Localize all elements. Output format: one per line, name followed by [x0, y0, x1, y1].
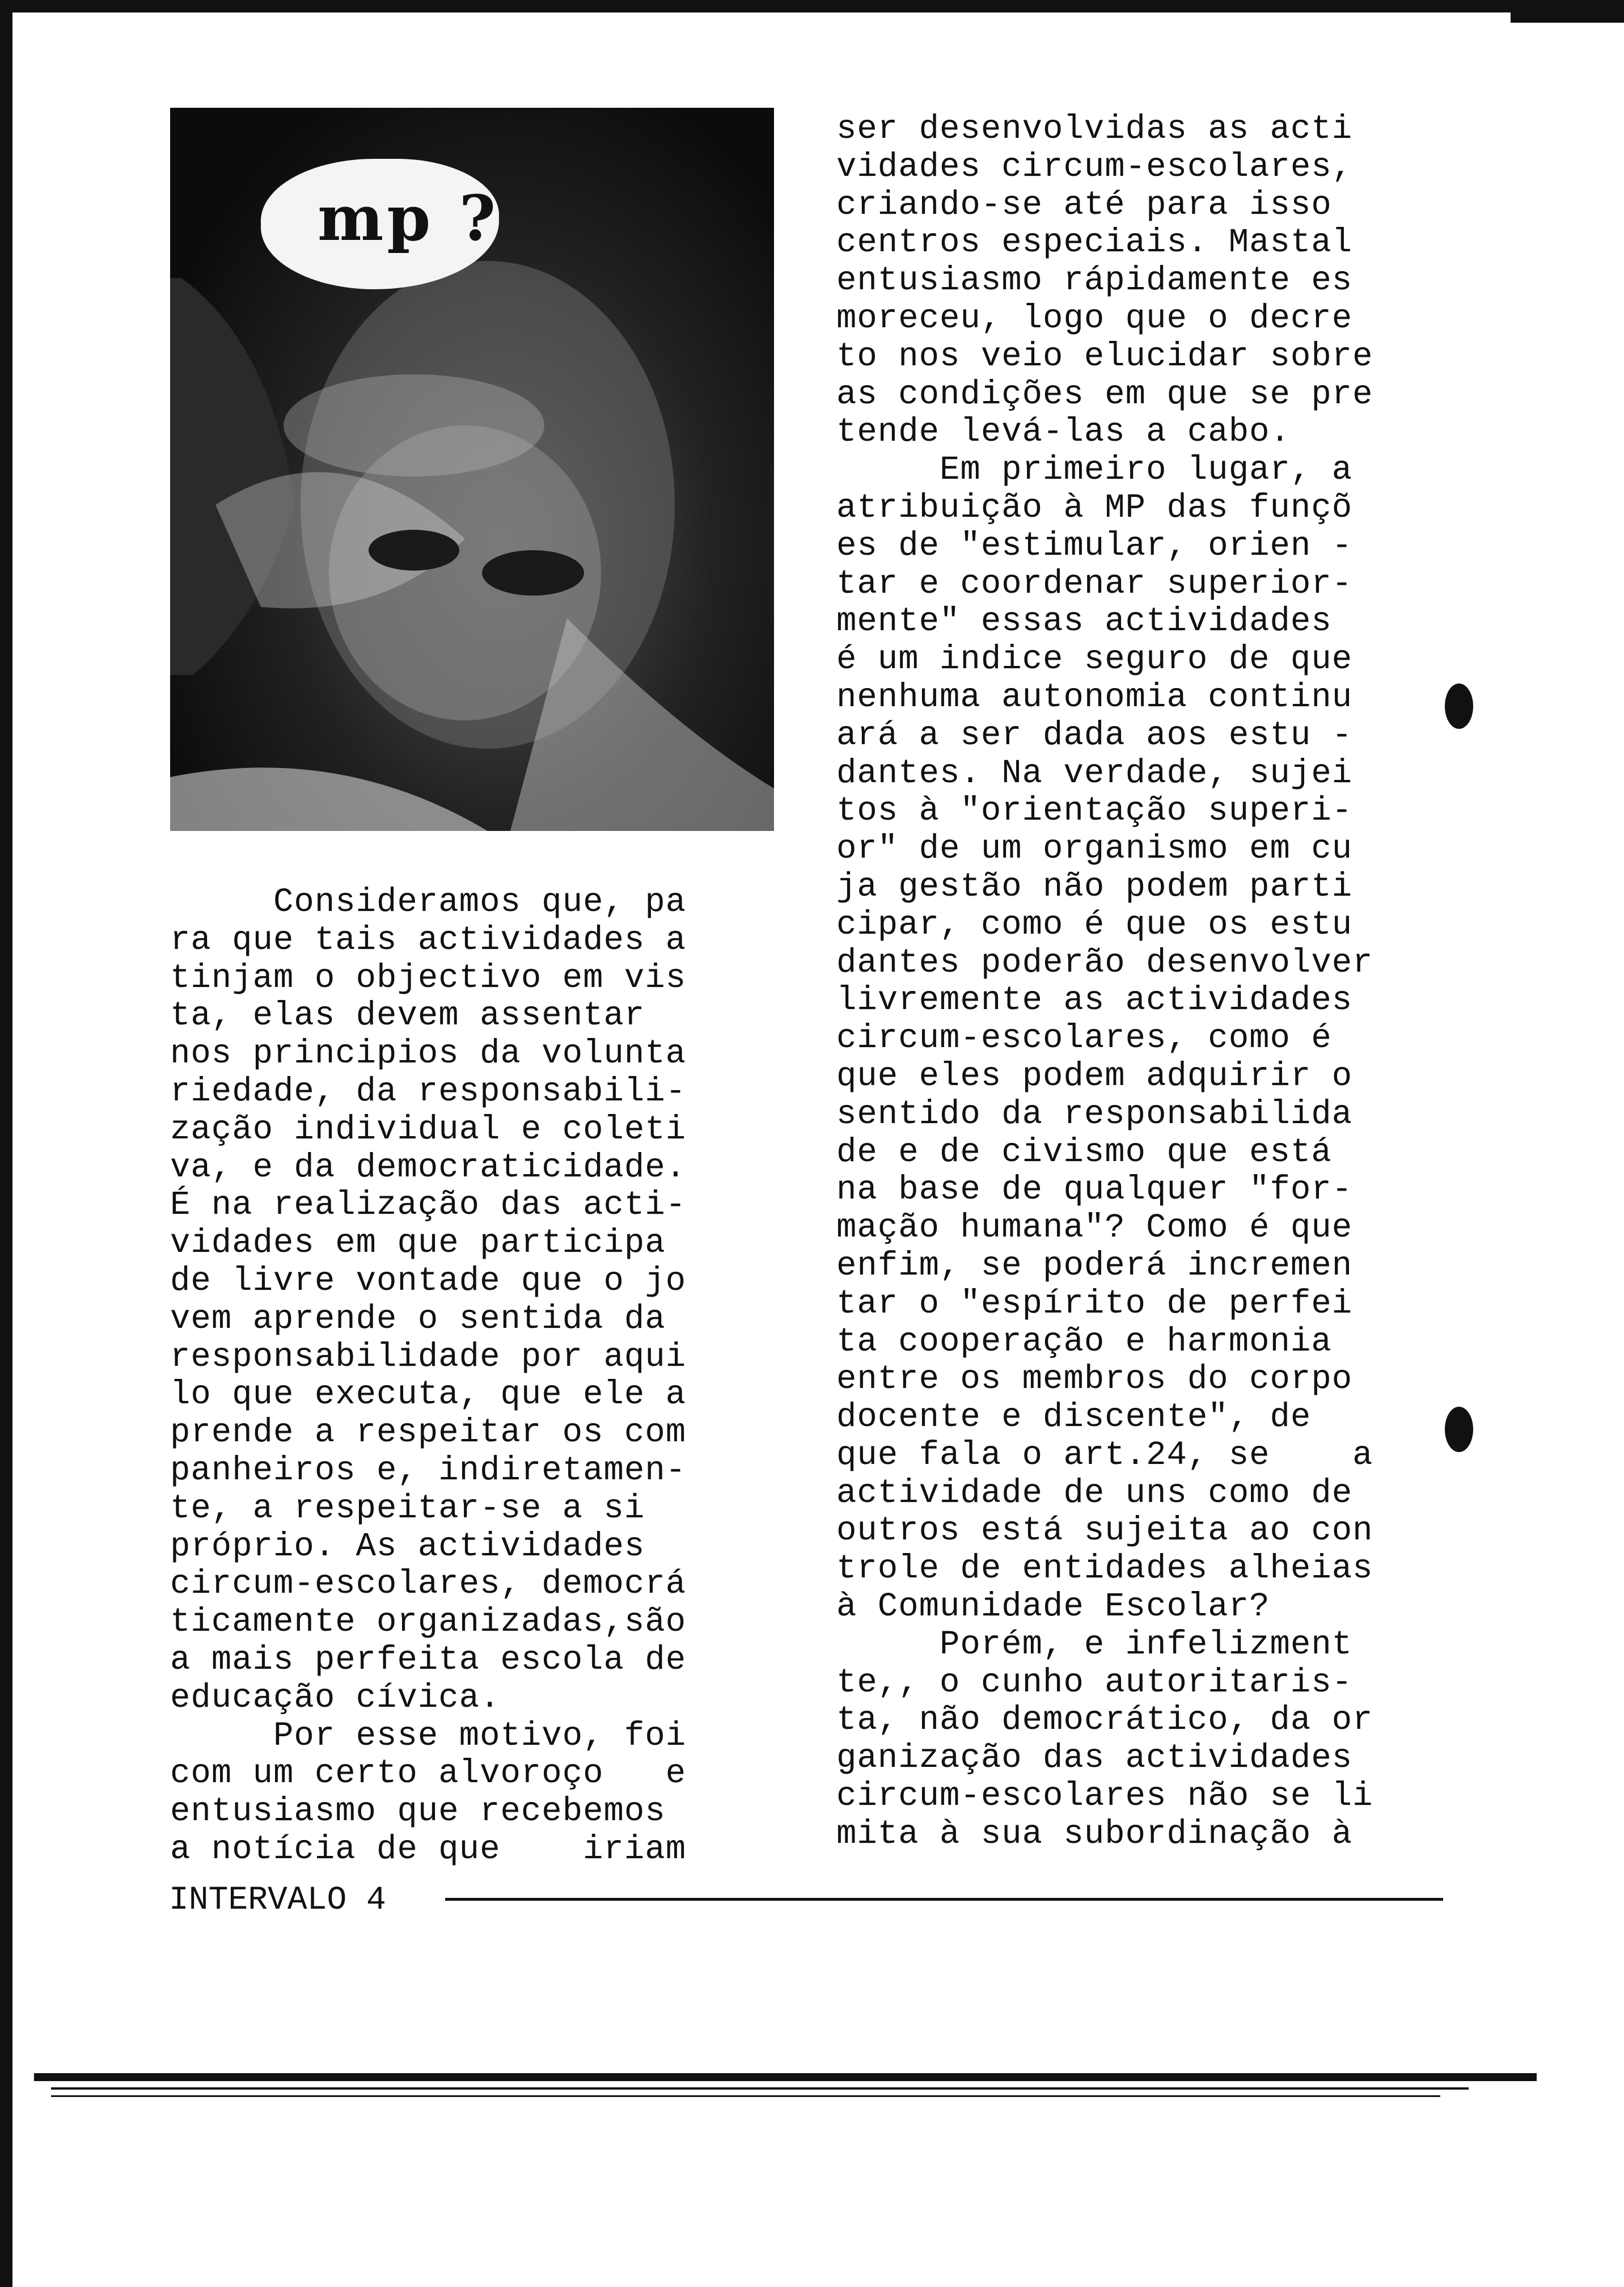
text-line: a mais perfeita escola de — [170, 1640, 687, 1679]
text-line: te,, o cunho autoritaris- — [836, 1663, 1353, 1702]
text-line: mita à sua subordinação à — [836, 1815, 1353, 1853]
text-line: circum-escolares, democrá — [170, 1565, 687, 1604]
left-text-column — [170, 884, 760, 1869]
text-line: moreceu, logo que o decre — [836, 299, 1353, 337]
bottom-rule — [34, 2073, 1537, 2081]
ink-mark — [1445, 1407, 1473, 1452]
text-line: mação humana"? Como é que — [836, 1209, 1353, 1247]
text-line: riedade, da responsabili- — [170, 1072, 687, 1111]
text-line: na base de qualquer "for- — [836, 1171, 1353, 1209]
text-line: Em primeiro lugar, a — [836, 451, 1353, 490]
text-line: tos à "orientação superi- — [836, 792, 1353, 830]
text-line: entusiasmo rápidamente es — [836, 261, 1353, 300]
page-border-corner — [1511, 0, 1624, 23]
text-line: educação cívica. — [170, 1678, 501, 1717]
text-line: ta cooperação e harmonia — [836, 1322, 1332, 1361]
text-line: te, a respeitar-se a si — [170, 1489, 645, 1528]
page-border-left — [0, 0, 12, 2287]
text-line: criando-se até para isso — [836, 185, 1332, 224]
text-line: Consideramos que, pa — [170, 883, 687, 921]
page-border-top — [0, 0, 1624, 12]
bottom-rule — [51, 2087, 1469, 2090]
text-line: vem aprende o sentida da — [170, 1299, 666, 1338]
ink-mark — [1445, 683, 1473, 729]
text-line: responsabilidade por aqui — [170, 1337, 687, 1376]
text-line: livremente as actividades — [836, 981, 1353, 1020]
text-line: panheiros e, indiretamen- — [170, 1451, 687, 1489]
text-line: docente e discente", de — [836, 1398, 1312, 1437]
text-line: sentido da responsabilida — [836, 1095, 1353, 1133]
text-line: ser desenvolvidas as acti — [836, 110, 1353, 148]
text-line: va, e da democraticidade. — [170, 1148, 687, 1187]
text-line: que fala o art.24, se a — [836, 1436, 1373, 1474]
text-line: ganização das actividades — [836, 1739, 1353, 1778]
footer-rule — [445, 1898, 1443, 1901]
page-footer-label: INTERVALO 4 — [169, 1882, 386, 1919]
text-line: circum-escolares, como é — [836, 1019, 1332, 1058]
text-line: ticamente organizadas,são — [170, 1603, 687, 1642]
text-line: tende levá-las a cabo. — [836, 413, 1291, 452]
text-line: entusiasmo que recebemos — [170, 1792, 666, 1831]
bottom-rule — [51, 2095, 1440, 2097]
text-line: com um certo alvoroço e — [170, 1754, 687, 1793]
halftone-photo — [170, 108, 774, 831]
text-line: a notícia de que iriam — [170, 1830, 687, 1868]
text-line: próprio. As actividades — [170, 1527, 645, 1566]
text-line: es de "estimular, orien - — [836, 526, 1353, 565]
text-line: tar o "espírito de perfei — [836, 1284, 1353, 1323]
text-line: que eles podem adquirir o — [836, 1057, 1353, 1095]
text-line: é um indice seguro de que — [836, 640, 1353, 679]
text-line: Porém, e infelizment — [836, 1625, 1353, 1664]
bubble-caption: mp ? — [318, 182, 500, 255]
text-line: ta, não democrático, da or — [836, 1701, 1373, 1740]
text-line: dantes poderão desenvolver — [836, 943, 1373, 982]
text-line: zação individual e coleti — [170, 1110, 687, 1149]
text-line: enfim, se poderá incremen — [836, 1246, 1353, 1285]
text-line: vidades circum-escolares, — [836, 147, 1353, 186]
text-line: outros está sujeita ao con — [836, 1512, 1373, 1550]
text-line: vidades em que participa — [170, 1224, 666, 1263]
text-line: nos principios da volunta — [170, 1035, 687, 1073]
text-line: nenhuma autonomia continu — [836, 678, 1353, 716]
text-line: trole de entidades alheias — [836, 1550, 1373, 1588]
text-line: tinjam o objectivo em vis — [170, 959, 687, 997]
text-line: entre os membros do corpo — [836, 1360, 1353, 1399]
text-line: prende a respeitar os com — [170, 1413, 687, 1452]
text-line: ja gestão não podem parti — [836, 867, 1353, 906]
text-line: lo que executa, que ele a — [170, 1375, 687, 1414]
text-line: or" de um organismo em cu — [836, 830, 1353, 868]
text-line: Por esse motivo, foi — [170, 1716, 687, 1755]
text-line: to nos veio elucidar sobre — [836, 337, 1373, 375]
right-text-column — [836, 111, 1449, 1854]
text-line: de livre vontade que o jo — [170, 1261, 687, 1300]
text-line: tar e coordenar superior- — [836, 564, 1353, 603]
text-line: atribuição à MP das funçõ — [836, 488, 1353, 527]
text-line: ará a ser dada aos estu - — [836, 716, 1353, 754]
text-line: mente" essas actividades — [836, 602, 1332, 641]
text-line: centros especiais. Mastal — [836, 223, 1353, 262]
text-line: dantes. Na verdade, sujei — [836, 754, 1353, 792]
text-line: circum-escolares não se li — [836, 1777, 1373, 1816]
text-line: É na realização das acti- — [170, 1186, 687, 1225]
text-line: as condições em que se pre — [836, 375, 1373, 413]
text-line: cipar, como é que os estu — [836, 905, 1353, 944]
text-line: ta, elas devem assentar — [170, 997, 645, 1035]
text-line: ra que tais actividades a — [170, 921, 687, 959]
text-line: de e de civismo que está — [836, 1133, 1332, 1171]
text-line: actividade de uns como de — [836, 1474, 1353, 1512]
text-line: à Comunidade Escolar? — [836, 1588, 1270, 1626]
